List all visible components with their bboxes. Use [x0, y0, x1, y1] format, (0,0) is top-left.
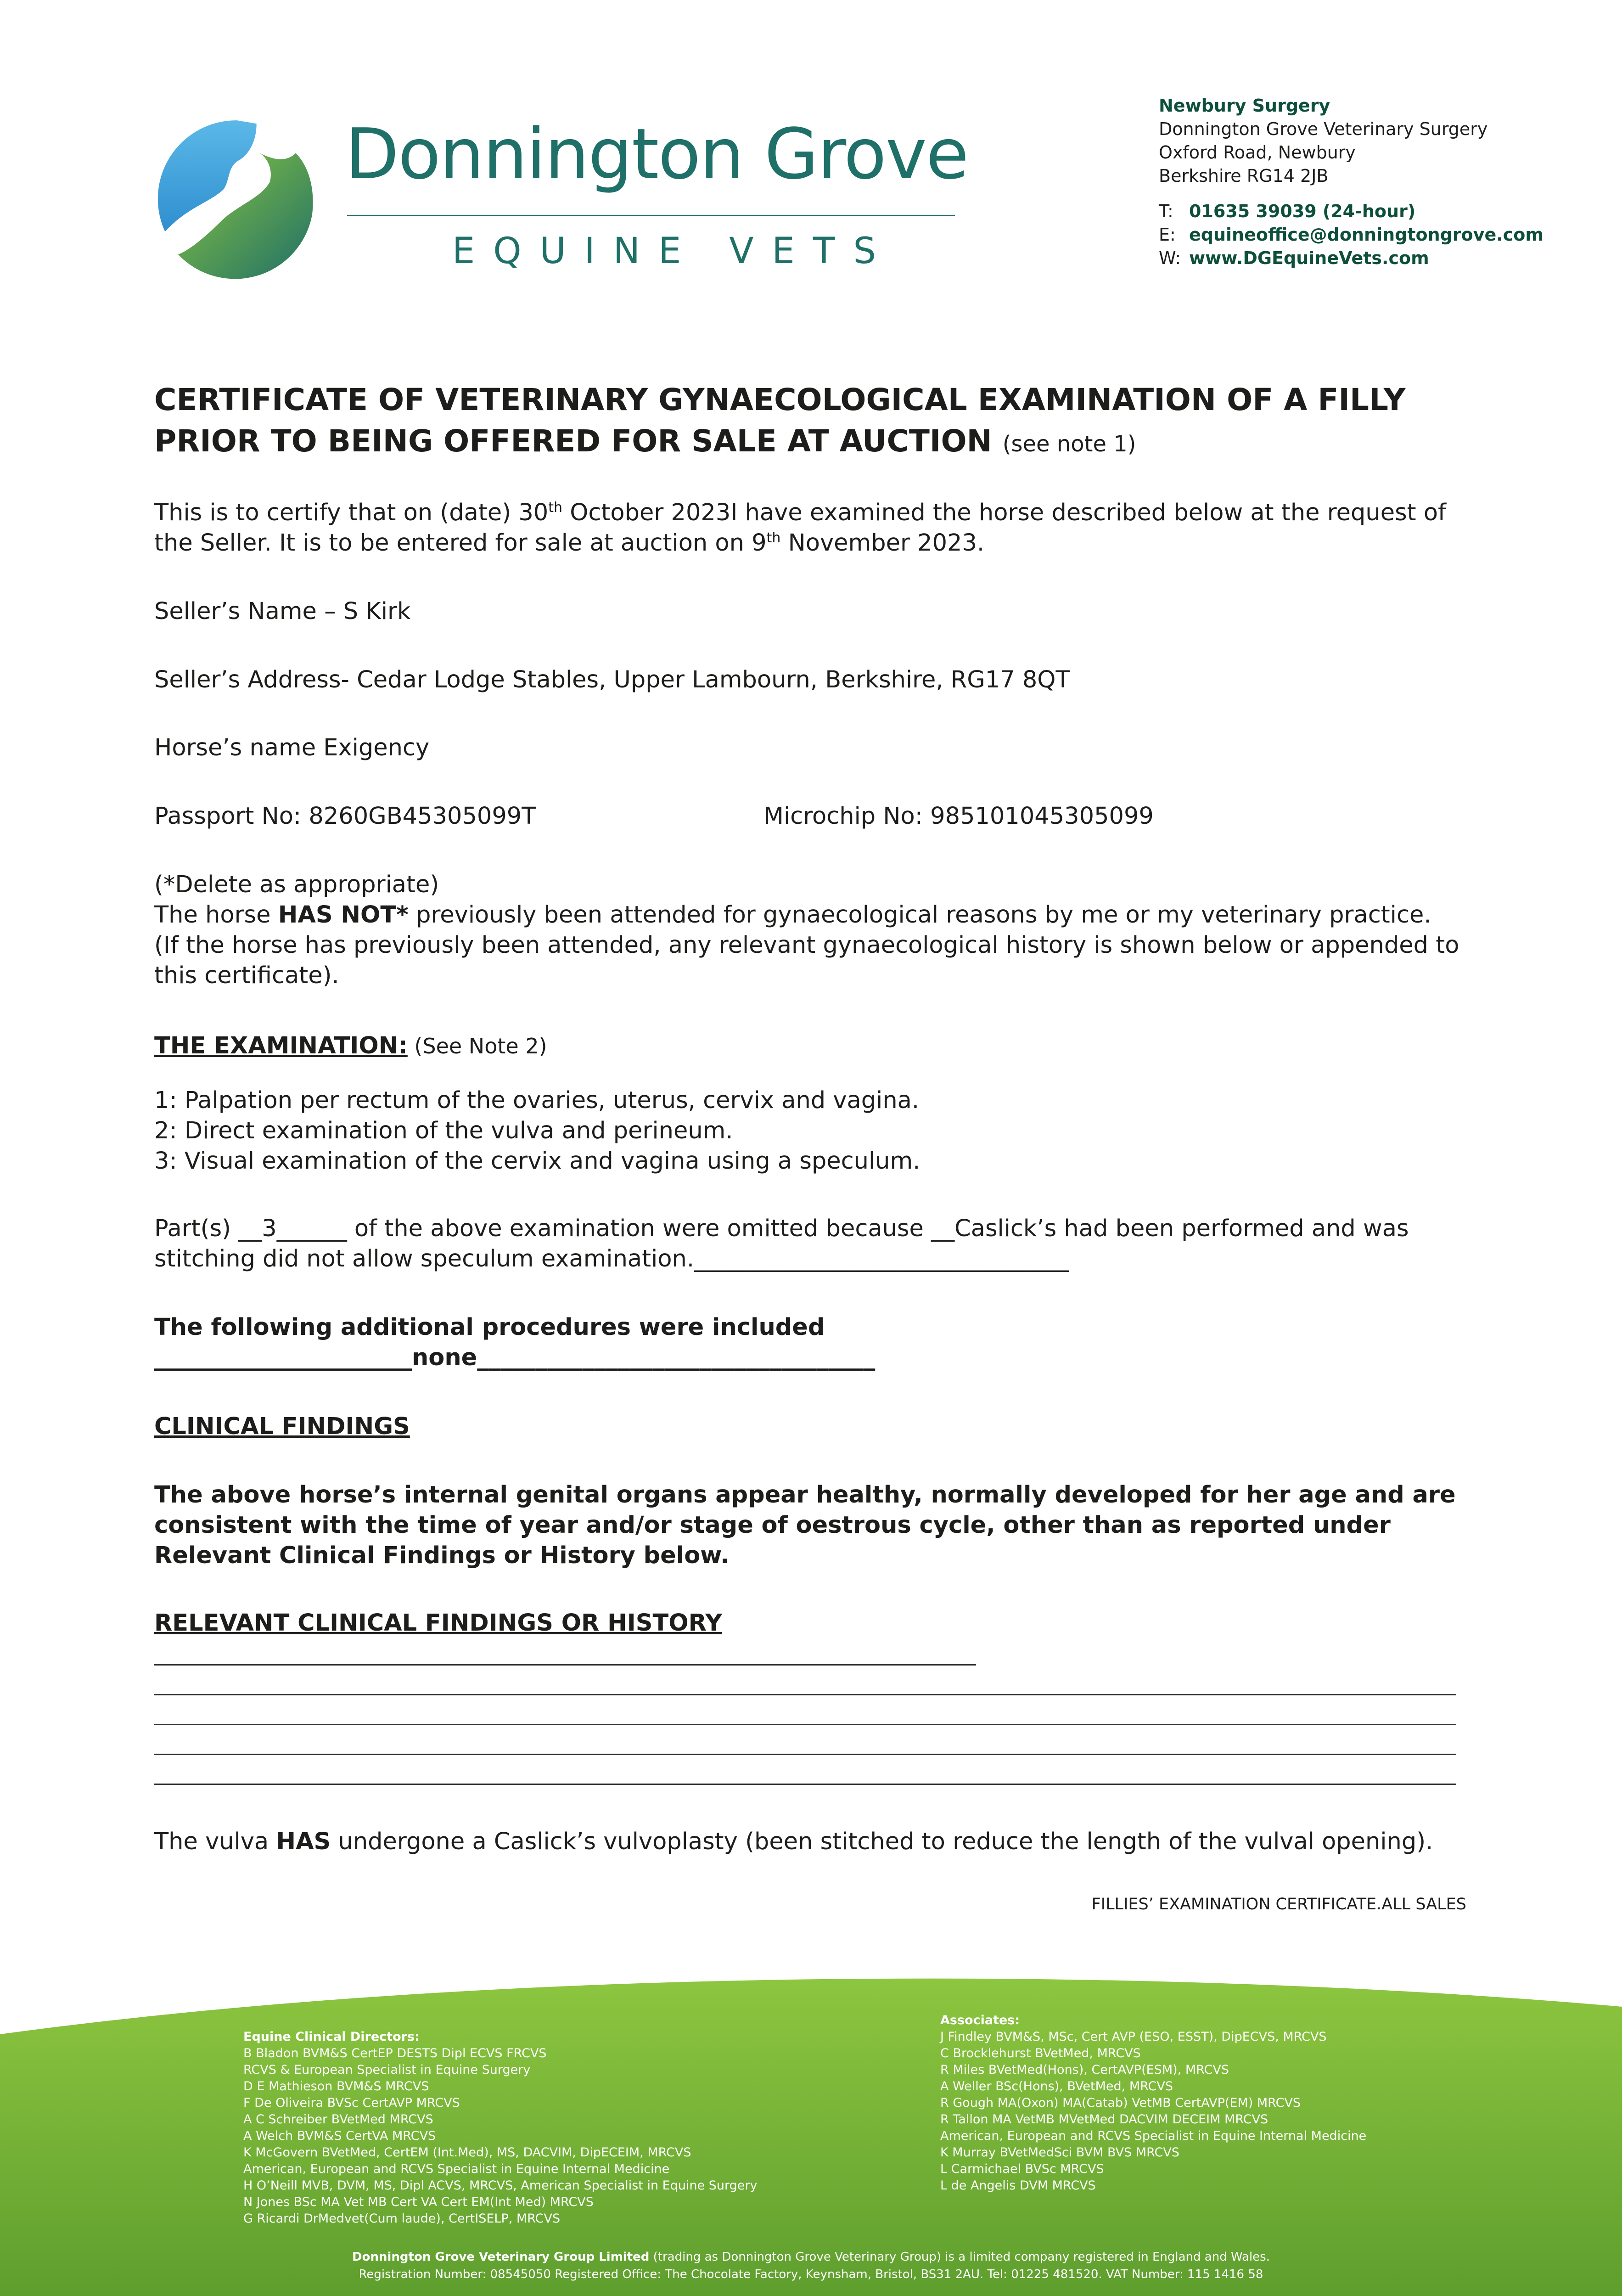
directors-heading: Equine Clinical Directors: [243, 2030, 420, 2044]
horse-name: Horse’s name Exigency [154, 734, 430, 761]
director-entry: A C Schreiber BVetMed MRCVS [243, 2112, 433, 2127]
surgery-name: Newbury Surgery [1159, 96, 1330, 116]
brand-subtitle: EQUINE VETS [452, 231, 894, 272]
director-entry: American, European and RCVS Specialist in Equine Internal Medicine [243, 2162, 670, 2176]
address-line: Donnington Grove Veterinary Surgery [1159, 119, 1488, 139]
exam-step: 1: Palpation per rectum of the ovaries, uterus, cervix and vagina. [154, 1087, 920, 1114]
additional-procedures: The following additional procedures were included ______________________none__________________________________ [154, 1312, 1467, 1373]
associate-entry: R Tallon MA VetMB MVetMed DACVIM DECEIM MRCVS [940, 2112, 1268, 2127]
certify-paragraph: This is to certify that on (date) 30th October 2023I have examined the horse described below at the request of the Seller. It is to be entered for sale at auction on 9th November 2023. [154, 499, 1447, 557]
microchip-number: Microchip No: 985101045305099 [763, 803, 1154, 830]
title-note: (see note 1) [1002, 431, 1136, 457]
address-line: Berkshire RG14 2JB [1159, 166, 1329, 186]
omitted-parts: Part(s) __3______ of the above examination were omitted because __Caslick’s had been performed and was stitching did not allow speculum examination.________________________________ [154, 1215, 1409, 1272]
associate-entry: American, European and RCVS Specialist in Equine Internal Medicine [940, 2129, 1367, 2143]
additional-value: ______________________none__________________________________ [154, 1344, 876, 1371]
contact-block [1159, 94, 1543, 270]
blank-line [154, 1784, 1456, 1785]
associate-entry: J Findley BVM&S, MSc, Cert AVP (ESO, ESST), DipECVS, MRCVS [940, 2030, 1327, 2044]
web-label: W: [1159, 248, 1181, 268]
exam-step: 3: Visual examination of the cervix and vagina using a speculum. [154, 1148, 920, 1175]
clinical-findings-text: The above horse’s internal genital organs appear healthy, normally developed for her age and are consistent with the time of year and/or stage of oestrous cycle, other than as reported under Relevant Clinical Findings or History below. [154, 1481, 1456, 1569]
title-text: CERTIFICATE OF VETERINARY GYNAECOLOGICAL EXAMINATION OF A FILLY PRIOR TO BEING OFFERED FOR SALE AT AUCTION [154, 382, 1406, 459]
email-link[interactable]: equineoffice@donningtongrove.com [1189, 225, 1543, 245]
clinical-findings-heading: CLINICAL FINDINGS [154, 1413, 410, 1440]
examination-heading: THE EXAMINATION: (See Note 2) [154, 1032, 547, 1059]
phone-label: T: [1159, 201, 1173, 221]
email-label: E: [1159, 225, 1176, 245]
phone-number[interactable]: 01635 39039 (24-hour) [1189, 201, 1416, 221]
exam-step: 2: Direct examination of the vulva and perineum. [154, 1117, 733, 1144]
associate-entry: A Weller BSc(Hons), BVetMed, MRCVS [940, 2079, 1173, 2093]
blank-line [154, 1754, 1456, 1755]
associates-heading: Associates: [940, 2013, 1020, 2027]
director-entry: D E Mathieson BVM&S MRCVS [243, 2079, 429, 2093]
director-entry: RCVS & European Specialist in Equine Surgery [243, 2063, 531, 2077]
address-line: Oxford Road, Newbury [1159, 142, 1356, 163]
director-entry: A Welch BVM&S CertVA MRCVS [243, 2129, 436, 2143]
associate-entry: C Brocklehurst BVetMed, MRCVS [940, 2046, 1141, 2060]
form-reference: FILLIES’ EXAMINATION CERTIFICATE.ALL SALES [1091, 1895, 1466, 1913]
seller-address: Seller’s Address- Cedar Lodge Stables, Upper Lambourn, Berkshire, RG17 8QT [154, 666, 1070, 693]
associate-entry: R Miles BVetMed(Hons), CertAVP(ESM), MRCVS [940, 2063, 1229, 2077]
relevant-findings-heading: RELEVANT CLINICAL FINDINGS OR HISTORY [154, 1609, 723, 1637]
seller-name: Seller’s Name – S Kirk [154, 598, 411, 625]
associate-entry: K Murray BVetMedSci BVM BVS MRCVS [940, 2145, 1180, 2160]
attended-note: (If the horse has previously been attended, any relevant gynaecological history is shown below or appended to this certificate). [154, 932, 1459, 989]
director-entry: B Bladon BVM&S CertEP DESTS Dipl ECVS FRCVS [243, 2046, 547, 2060]
director-entry: K McGovern BVetMed, CertEM (Int.Med), MS, DACVIM, DipECEIM, MRCVS [243, 2145, 691, 2160]
associate-entry: L de Angelis DVM MRCVS [940, 2178, 1096, 2193]
blank-line [154, 1664, 976, 1666]
logo-icon [155, 117, 319, 281]
examination-steps [154, 1086, 1467, 1176]
caslick-status: HAS [276, 1828, 331, 1855]
associate-entry: L Carmichael BVSc MRCVS [940, 2162, 1104, 2176]
registration-details: Registration Number: 08545050 Registered Office: The Chocolate Factory, Keynsham, Bristol, BS31 2AU. Tel: 01225 481520. VAT Number: 115 1416 58 [359, 2268, 1263, 2281]
director-entry: G Ricardi DrMedvet(Cum laude), CertISELP, MRCVS [243, 2212, 561, 2226]
blank-line [154, 1724, 1456, 1725]
brand-divider [347, 215, 955, 216]
attended-status: HAS NOT* [278, 901, 409, 929]
blank-line [154, 1694, 1456, 1695]
caslick-statement: The vulva HAS undergone a Caslick’s vulvoplasty (been stitched to reduce the length of the vulval opening). [154, 1828, 1433, 1855]
attendance-section: (*Delete as appropriate) The horse HAS NOT* previously been attended for gynaecological reasons by me or my veterinary practice. (If the horse has previously been attended, any relevant gynaecological history is shown below or appended to this certificate). [154, 870, 1467, 991]
associate-entry: R Gough MA(Oxon) MA(Catab) VetMB CertAVP(EM) MRCVS [940, 2096, 1301, 2110]
company-registration: Donnington Grove Veterinary Group Limited (trading as Donnington Grove Veterinary Group) is a limited company registered in England and Wales. Registration Number: 08545050 Registered Office: The Chocolate Factory, Keynsham, Bristol, BS31 2AU. Tel: 01225 481520. VAT Number: 115 1416 58 [0, 2248, 1622, 2283]
director-entry: H O’Neill MVB, DVM, MS, Dipl ACVS, MRCVS, American Specialist in Equine Surgery [243, 2178, 758, 2193]
delete-note: (*Delete as appropriate) [154, 871, 439, 898]
passport-number: Passport No: 8260GB45305099T [154, 803, 536, 830]
director-entry: F De Oliveira BVSc CertAVP MRCVS [243, 2096, 460, 2110]
company-name: Donnington Grove Veterinary Group Limited [352, 2250, 650, 2264]
director-entry: N Jones BSc MA Vet MB Cert VA Cert EM(Int Med) MRCVS [243, 2195, 594, 2209]
associates-list [940, 2012, 1366, 2194]
website-link[interactable]: www.DGEquineVets.com [1189, 248, 1429, 268]
certificate-title [154, 379, 1486, 465]
brand-name: Donnington Grove [345, 113, 968, 195]
directors-list [243, 2029, 758, 2227]
